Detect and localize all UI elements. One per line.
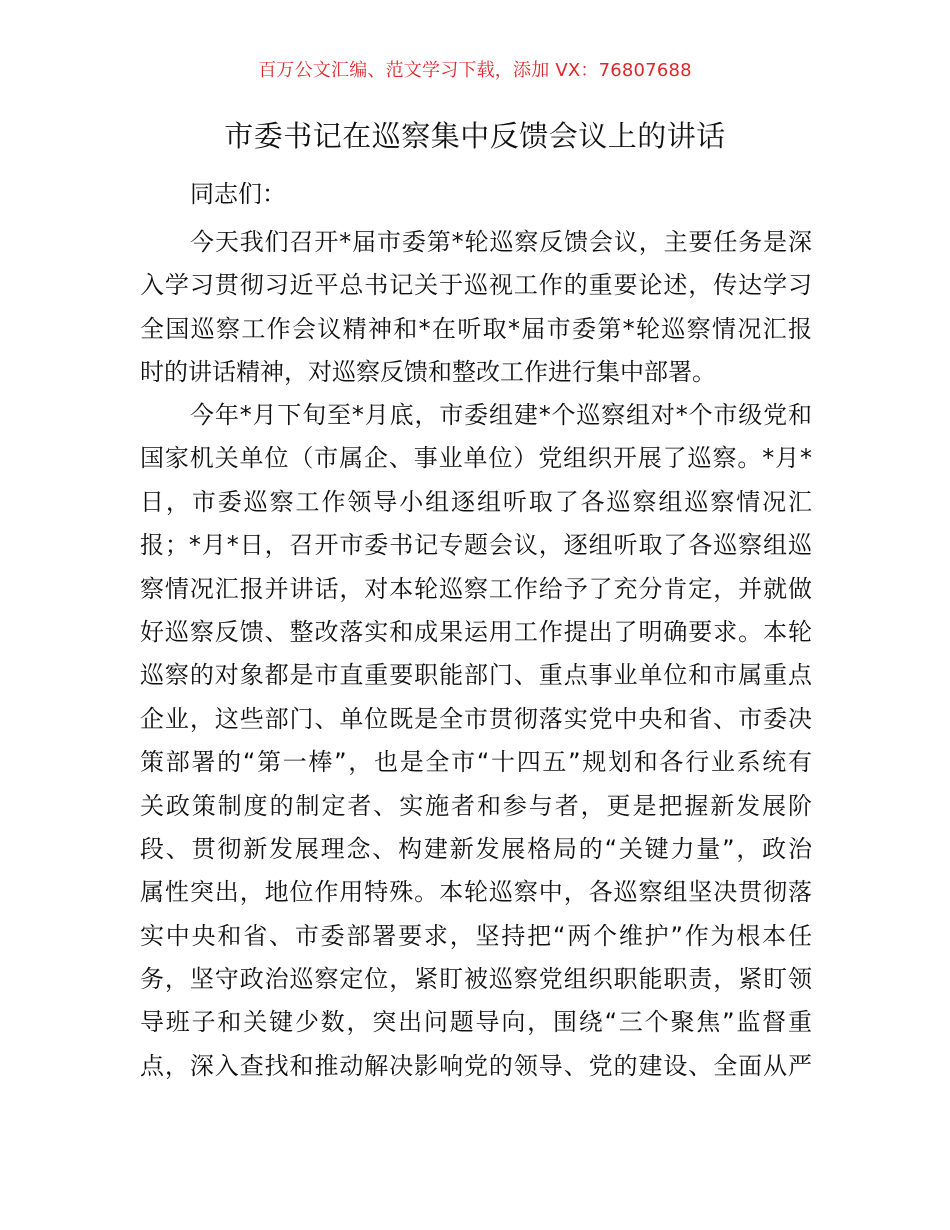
text-line: 点，深入查找和推动解决影响党的领导、党的建设、全面从严 (140, 1051, 812, 1080)
paragraph-1 (140, 221, 812, 395)
watermark-banner: 百万公文汇编、范文学习下载，添加 VX：76807688 (258, 60, 692, 81)
text-line: 察情况汇报并讲话，对本轮巡察工作给予了充分肯定，并就做 (140, 574, 812, 603)
paragraph-2 (140, 394, 812, 1088)
text-line: 巡察的对象都是市直重要职能部门、重点事业单位和市属重点 (140, 661, 812, 690)
text-line: 入学习贯彻习近平总书记关于巡视工作的重要论述，传达学习 (140, 271, 812, 300)
text-line: 策部署的“第一棒”，也是全市“十四五”规划和各行业系统有 (140, 748, 812, 777)
text-line: 今年*月下旬至*月底，市委组建*个巡察组对*个市级党和 (190, 401, 812, 429)
text-line: 全国巡察工作会议精神和*在听取*届市委第*轮巡察情况汇报 (140, 314, 812, 343)
text-line: 好巡察反馈、整改落实和成果运用工作提出了明确要求。本轮 (140, 617, 812, 646)
text-line: 时的讲话精神，对巡察反馈和整改工作进行集中部署。 (140, 358, 716, 387)
text-line: 今天我们召开*届市委第*轮巡察反馈会议，主要任务是深 (190, 228, 812, 256)
text-line: 国家机关单位（市属企、事业单位）党组织开展了巡察。*月* (140, 444, 812, 473)
text-line: 实中央和省、市委部署要求，坚持把“两个维护”作为根本任 (140, 921, 812, 950)
text-line: 导班子和关键少数，突出问题导向，围绕“三个聚焦”监督重 (140, 1008, 812, 1037)
salutation: 同志们： (190, 180, 286, 208)
text-line: 务，坚守政治巡察定位，紧盯被巡察党组织职能职责，紧盯领 (140, 965, 812, 994)
text-line: 关政策制度的制定者、实施者和参与者，更是把握新发展阶 (140, 791, 812, 820)
text-line: 日，市委巡察工作领导小组逐组听取了各巡察组巡察情况汇 (140, 487, 812, 516)
document-title: 市委书记在巡察集中反馈会议上的讲话 (224, 119, 726, 153)
text-line: 属性突出，地位作用特殊。本轮巡察中，各巡察组坚决贯彻落 (140, 878, 812, 907)
text-line: 企业，这些部门、单位既是全市贯彻落实党中央和省、市委决 (140, 704, 812, 733)
text-line: 报；*月*日，召开市委书记专题会议，逐组听取了各巡察组巡 (140, 531, 812, 560)
text-line: 段、贯彻新发展理念、构建新发展格局的“关键力量”，政治 (140, 834, 812, 863)
